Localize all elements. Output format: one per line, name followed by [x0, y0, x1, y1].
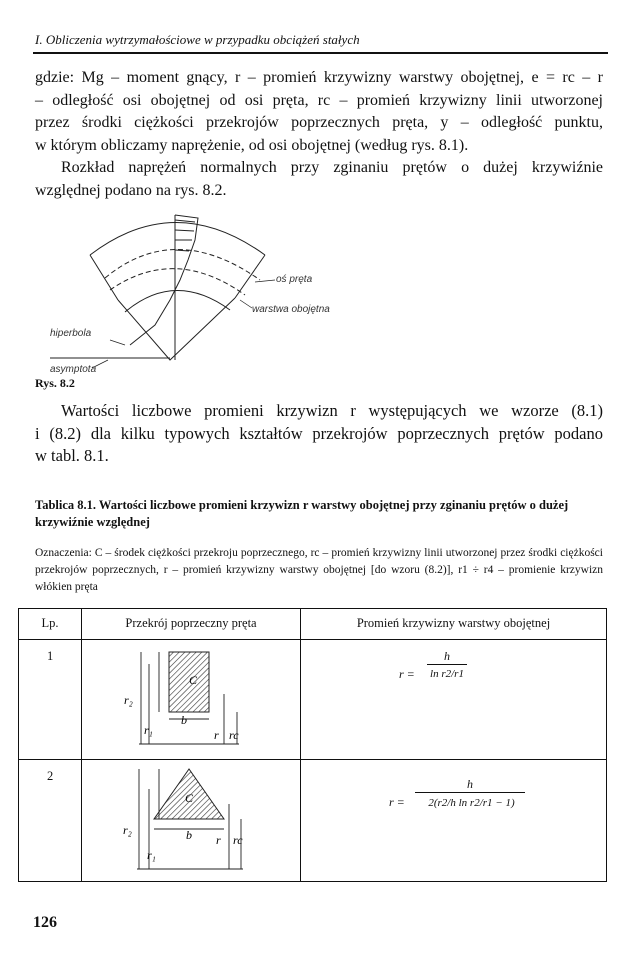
formula-numerator: h [427, 649, 467, 665]
svg-text:b: b [181, 713, 187, 727]
label-neutral-layer: warstwa obojętna [252, 304, 330, 315]
formula-denominator: 2(r2/h ln r2/r1 − 1) [428, 797, 515, 809]
text-line: – odległość osi obojętnej od osi pręta, rc – promień krzywizny linii utworzonej [35, 91, 603, 109]
paragraph-definitions [35, 67, 603, 202]
text-line: względnej podano na rys. 8.2. [35, 181, 227, 199]
paragraph-reference [35, 400, 603, 468]
text-line: Wartości liczbowe promieni krzywizn r występujących we wzorze (8.1) [61, 401, 603, 420]
header-radius: Promień krzywizny warstwy obojętnej [356, 616, 551, 630]
svg-text:r₁: r₁ [147, 848, 156, 862]
svg-text:C: C [185, 791, 194, 805]
running-header: I. Obliczenia wytrzymałościowe w przypadku obciążeń stałych [35, 32, 360, 47]
formula-denominator: ln r2/r1 [430, 668, 464, 680]
row-divider [19, 639, 606, 640]
text-line: w którym obliczamy naprężenie, od osi obojętnej (według rys. 8.1). [35, 136, 469, 154]
figure-stress-distribution [30, 200, 330, 375]
label-bar-axis: oś pręta [276, 274, 313, 285]
page-number: 126 [33, 914, 57, 931]
table [18, 608, 607, 882]
text-line: w tabl. 8.1. [35, 446, 109, 465]
header-section: Przekrój poprzeczny pręta [125, 616, 257, 630]
header-rule [33, 52, 608, 54]
formula-lhs: r = [399, 667, 415, 681]
inner-arc [125, 290, 230, 312]
table-notation: Oznaczenia: C – środek ciężkości przekroju poprzecznego, rc – promień krzywizny linii utworzonej przez środki ciężkości przekrojów poprzecznych, r – promień krzywizny warstwy obojętnej [do wzoru (8.2)], r1 ÷ r4 – promienie krzywizn włókien pręta [35, 547, 603, 593]
formula-lhs: r = [389, 795, 405, 809]
row-1-lp: 1 [47, 649, 54, 663]
table-caption: Tablica 8.1. Wartości liczbowe promieni krzywizn r warstwy obojętnej przy zginaniu prętów o dużej krzywiźnie względnej [35, 498, 569, 529]
rectangle-section-diagram [119, 644, 249, 754]
triangle-section-diagram [119, 764, 249, 874]
svg-text:rc: rc [229, 728, 239, 742]
svg-text:r₂: r₂ [123, 823, 132, 837]
svg-text:r: r [216, 833, 221, 847]
row-2-lp: 2 [47, 769, 54, 783]
svg-text:r: r [214, 728, 219, 742]
text-line: i (8.2) dla kilku typowych kształtów przekrojów poprzecznych prętów podano [35, 423, 603, 443]
text-line: przez środki ciężkości przekrojów poprzecznych pręta, y – odległość punktu, [35, 114, 603, 131]
svg-text:b: b [186, 828, 192, 842]
svg-text:C: C [189, 673, 198, 687]
section-lines [118, 298, 235, 360]
svg-text:r₂: r₂ [124, 693, 133, 707]
row-divider [19, 759, 606, 760]
col-divider [81, 609, 82, 881]
label-hyperbola: hiperbola [50, 328, 92, 339]
bar-axis-line [105, 249, 260, 280]
svg-text:r₁: r₁ [144, 723, 153, 737]
text-line: Rozkład naprężeń normalnych przy zginaniu prętów o dużej krzywiźnie [61, 159, 603, 176]
formula-numerator: h [415, 777, 525, 793]
header-lp: Lp. [41, 616, 59, 630]
text-line: gdzie: Mg – moment gnący, r – promień krzywizny warstwy obojętnej, e = rc – r [35, 69, 603, 86]
label-asymptote: asymptota [50, 364, 97, 375]
figure-caption: Rys. 8.2 [35, 376, 75, 390]
svg-text:rc: rc [233, 833, 243, 847]
col-divider [300, 609, 301, 881]
